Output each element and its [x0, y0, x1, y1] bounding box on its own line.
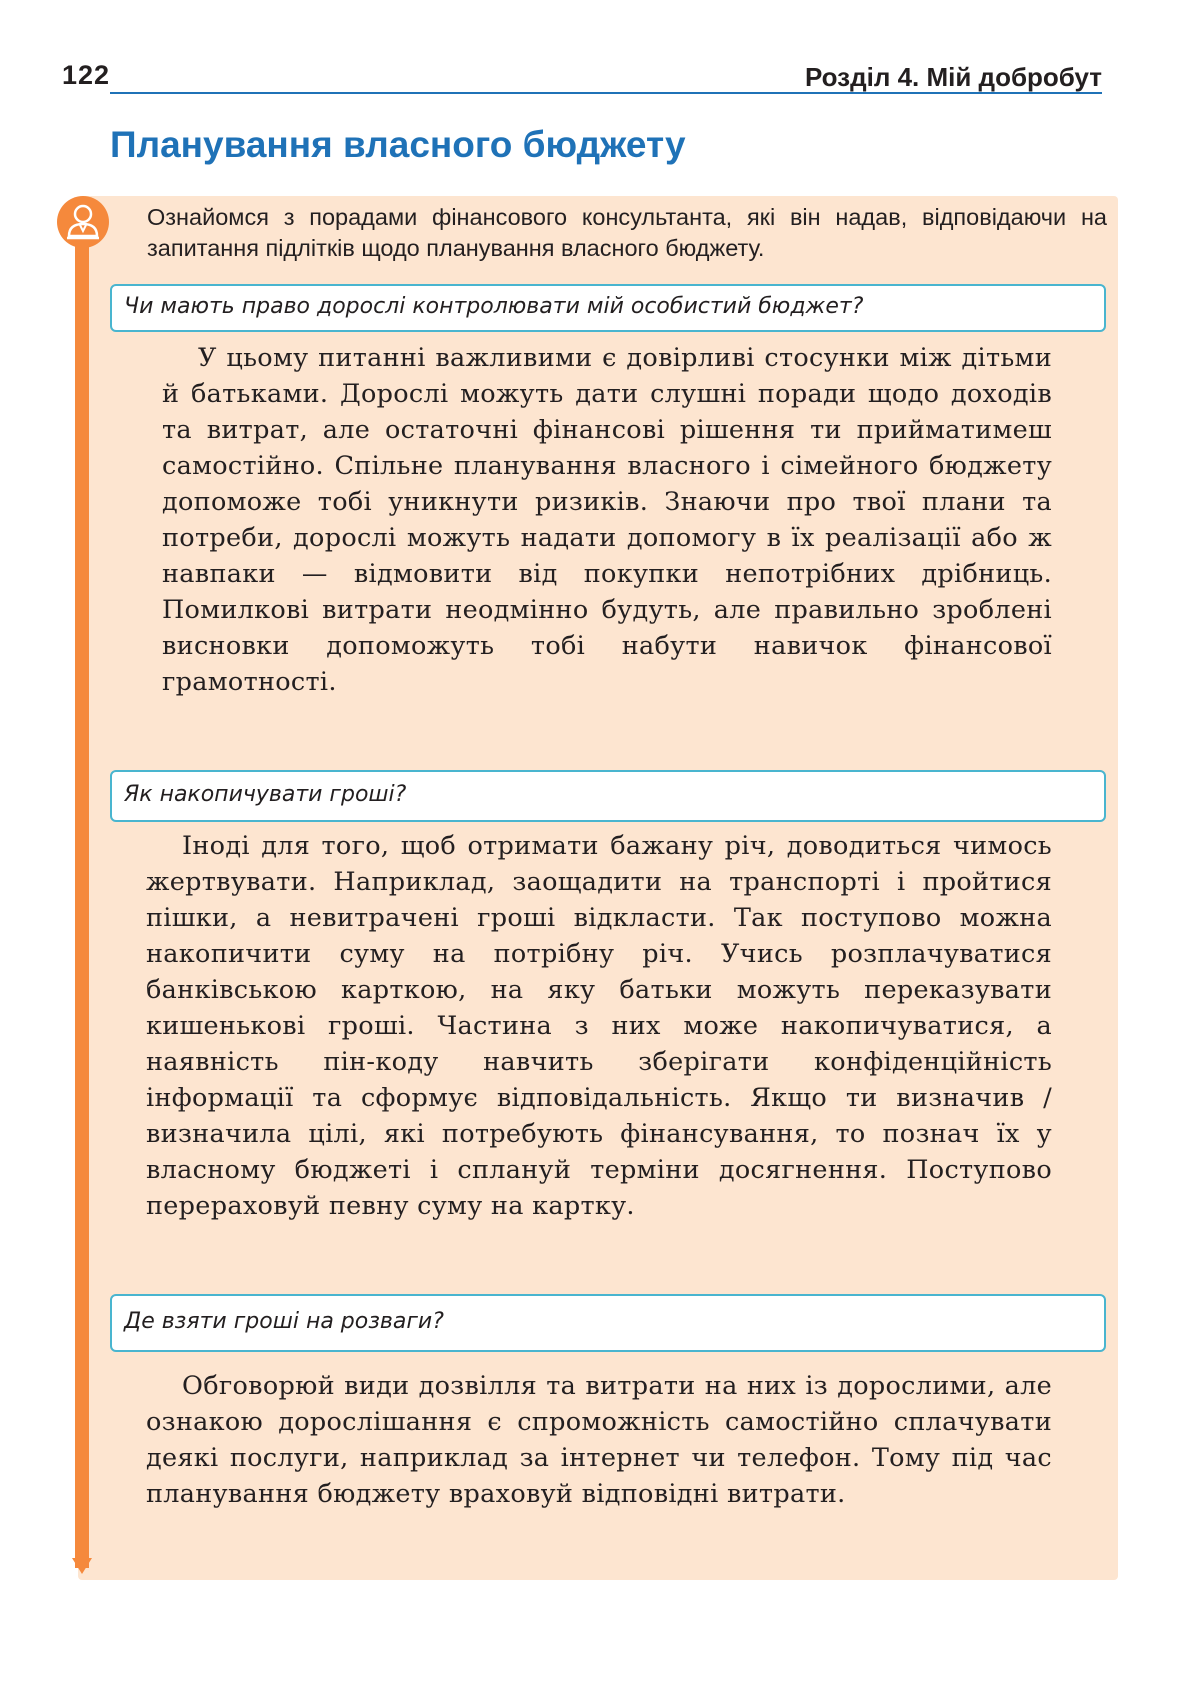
question-box-3 — [110, 1294, 1106, 1352]
answer-2: Іноді для того, щоб отримати бажану річ, доводиться чимось жертвувати. Наприклад, заощадити на транспорті і пройтися пішки, а невитрачені гроші відкласти. Так поступово можна накопичити суму на потрібну річ. Учись розплачуватися банківською карткою, на яку батьки можуть переказувати кишенькові гроші. Частина з них може накопичуватися, а наявність пін-коду навчить зберігати конфіденційність інформації та сформує відповідальність. Якщо ти визначив / визначила цілі, які потребують фінансування, то познач їх у власному бюджеті і сплануй терміни досягнення. Поступово перераховуй певну суму на картку. — [146, 831, 1052, 1221]
page-number: 122 — [62, 60, 111, 90]
question-2: Як накопичувати гроші? — [124, 782, 407, 807]
answer-3: Обговорюй види дозвілля та витрати на них із дорослими, але ознакою дорослішання є спроможність самостійно сплачувати деякі послуги, наприклад за інтернет чи телефон. Тому під час планування бюджету враховуй відповідні витрати. — [146, 1371, 1052, 1509]
section-title: Планування власного бюджету — [110, 124, 686, 165]
question-3: Де взяти гроші на розваги? — [124, 1309, 444, 1334]
answer-1: У цьому питанні важливими є довірливі стосунки між дітьми й батьками. Дорослі можуть дати слушні поради щодо доходів та витрат, але остаточні фінансові рішення ти прийматимеш самостійно. Спільне планування власного і сімейного бюджету допоможе тобі уникнути ризиків. Знаючи про твої плани та потреби, дорослі можуть надати допомогу в їх реалізації або ж навпаки — відмовити від покупки непотрібних дрібниць. Помилкові витрати неодмінно будуть, але правильно зроблені висновки допоможуть тобі набути навичок фінансової грамотності. — [162, 343, 1052, 697]
rail-arrow-icon — [72, 1558, 92, 1574]
side-rail — [75, 212, 89, 1568]
question-box-1 — [110, 284, 1106, 332]
question-1: Чи мають право дорослі контролювати мій особистий бюджет? — [124, 294, 864, 319]
page-header — [62, 56, 1102, 96]
question-box-2 — [110, 770, 1106, 822]
intro-text: Ознайомся з порадами фінансового консультанта, які він надав, відповідаючи на запитання підлітків щодо планування власного бюджету. — [147, 204, 1107, 261]
consultant-icon — [57, 196, 109, 248]
chapter-title: Розділ 4. Мій добробут — [804, 62, 1102, 92]
